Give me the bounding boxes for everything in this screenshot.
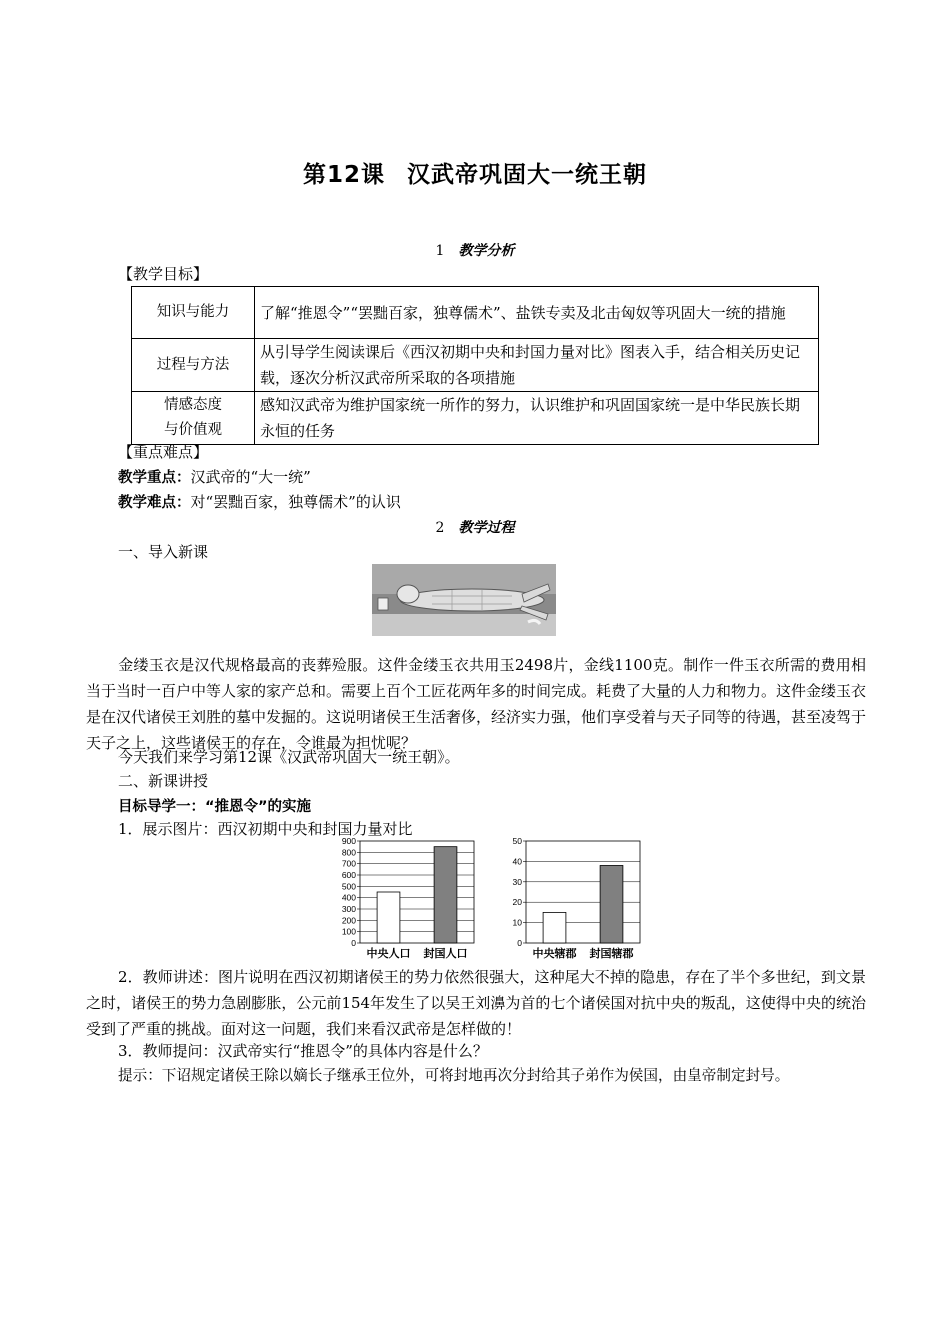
hint-paragraph: 提示：下诏规定诸侯王除以嫡长子继承王位外，可将封地再次分封给其子弟作为侯国，由皇帝制定封号。 [118,1067,790,1084]
teaching-focus: 教学重点：汉武帝的“大一统” [118,468,311,486]
y-tick-label: 30 [512,876,522,887]
intro-paragraph: 金缕玉衣是汉代规格最高的丧葬殓服。这件金缕玉衣共用玉2498片，金线1100克。制作一件玉衣所需的费用相当于当时一百户中等人家的家产总和。需要上百个工匠花两年多的时间完成。耗费了大量的人力和物力。这件金缕玉衣是在汉代诸侯王刘胜的墓中发掘的。这说明诸侯王生活奢侈，经济实力强，他们享受着与天子同等的待遇，甚至凌驾于天子之上，这些诸侯王的存在，令谁最为担忧呢？ [86,656,867,752]
table-row [132,392,819,445]
y-tick-label: 100 [341,926,356,937]
teaching-difficulty: 教学难点：对“罢黜百家，独尊儒术”的认识 [118,493,401,511]
y-tick-label: 300 [341,904,356,914]
table-row [132,287,819,339]
objective-key: 过程与方法 [132,339,255,392]
table-row [132,339,819,392]
page-title: 第12课 汉武帝巩固大一统王朝 [302,162,647,188]
y-tick-label: 700 [341,858,356,869]
y-tick-label: 0 [517,938,522,948]
step-1: 1．展示图片：西汉初期中央和封国力量对比 [118,820,413,838]
step-3: 3．教师提问：汉武帝实行“推恩令”的具体内容是什么？ [118,1042,488,1060]
bar-中央人口 [377,892,400,943]
today-paragraph: 今天我们来学习第12课《汉武帝巩固大一统王朝》。 [118,748,460,766]
bar-中央辖郡 [543,912,566,943]
y-tick-label: 500 [341,881,356,892]
y-tick-label: 0 [351,938,356,948]
x-tick-label: 中央辖郡 [532,947,577,960]
y-tick-label: 10 [512,917,522,928]
part-intro-heading: 一、导入新课 [118,543,209,561]
objective-value: 了解“推恩令”“罢黜百家，独尊儒术”、盐铁专卖及北击匈奴等巩固大一统的措施 [255,287,819,339]
x-tick-label: 封国人口 [423,947,468,960]
section-heading-process: 2 教学过程 [435,520,515,536]
chart-commanderies [500,836,652,961]
y-tick-label: 50 [512,836,522,846]
bar-封国人口 [434,847,457,943]
y-tick-label: 20 [512,897,522,908]
x-tick-label: 封国辖郡 [589,947,634,960]
jade-burial-suit-photo [372,564,556,636]
chart-population [334,836,486,961]
keypoints-heading: 【重点难点】 [118,443,209,461]
y-tick-label: 400 [341,892,356,903]
goal-heading-1: 目标导学一：“推恩令”的实施 [118,799,312,815]
objective-value: 感知汉武帝为维护国家统一所作的努力，认识维护和巩固国家统一是中华民族长期永恒的任务 [255,392,819,445]
section-heading-analysis: 1 教学分析 [435,243,515,259]
y-tick-label: 600 [341,870,356,880]
objectives-table [131,286,819,445]
objective-key: 知识与能力 [132,287,255,339]
y-tick-label: 200 [341,915,356,926]
part-new-heading: 二、新课讲授 [118,772,209,790]
objectives-heading: 【教学目标】 [118,265,209,283]
y-tick-label: 900 [341,836,356,846]
x-tick-label: 中央人口 [366,947,411,960]
y-tick-label: 800 [341,847,356,858]
step-2-paragraph: 2．教师讲述：图片说明在西汉初期诸侯王的势力依然很强大，这种尾大不掉的隐患，存在了半个多世纪，到文景之时，诸侯王的势力急剧膨胀，公元前154年发生了以吴王刘濞为首的七个诸侯国对抗中央的叛乱，这使得中央的统治受到了严重的挑战。面对这一问题，我们来看汉武帝是怎样做的！ [86,968,866,1038]
bar-封国辖郡 [600,865,623,943]
objective-value: 从引导学生阅读课后《西汉初期中央和封国力量对比》图表入手，结合相关历史记载，逐次分析汉武帝所采取的各项措施 [255,339,819,392]
y-tick-label: 40 [512,856,522,867]
objective-key: 情感态度 与价值观 [132,392,255,445]
